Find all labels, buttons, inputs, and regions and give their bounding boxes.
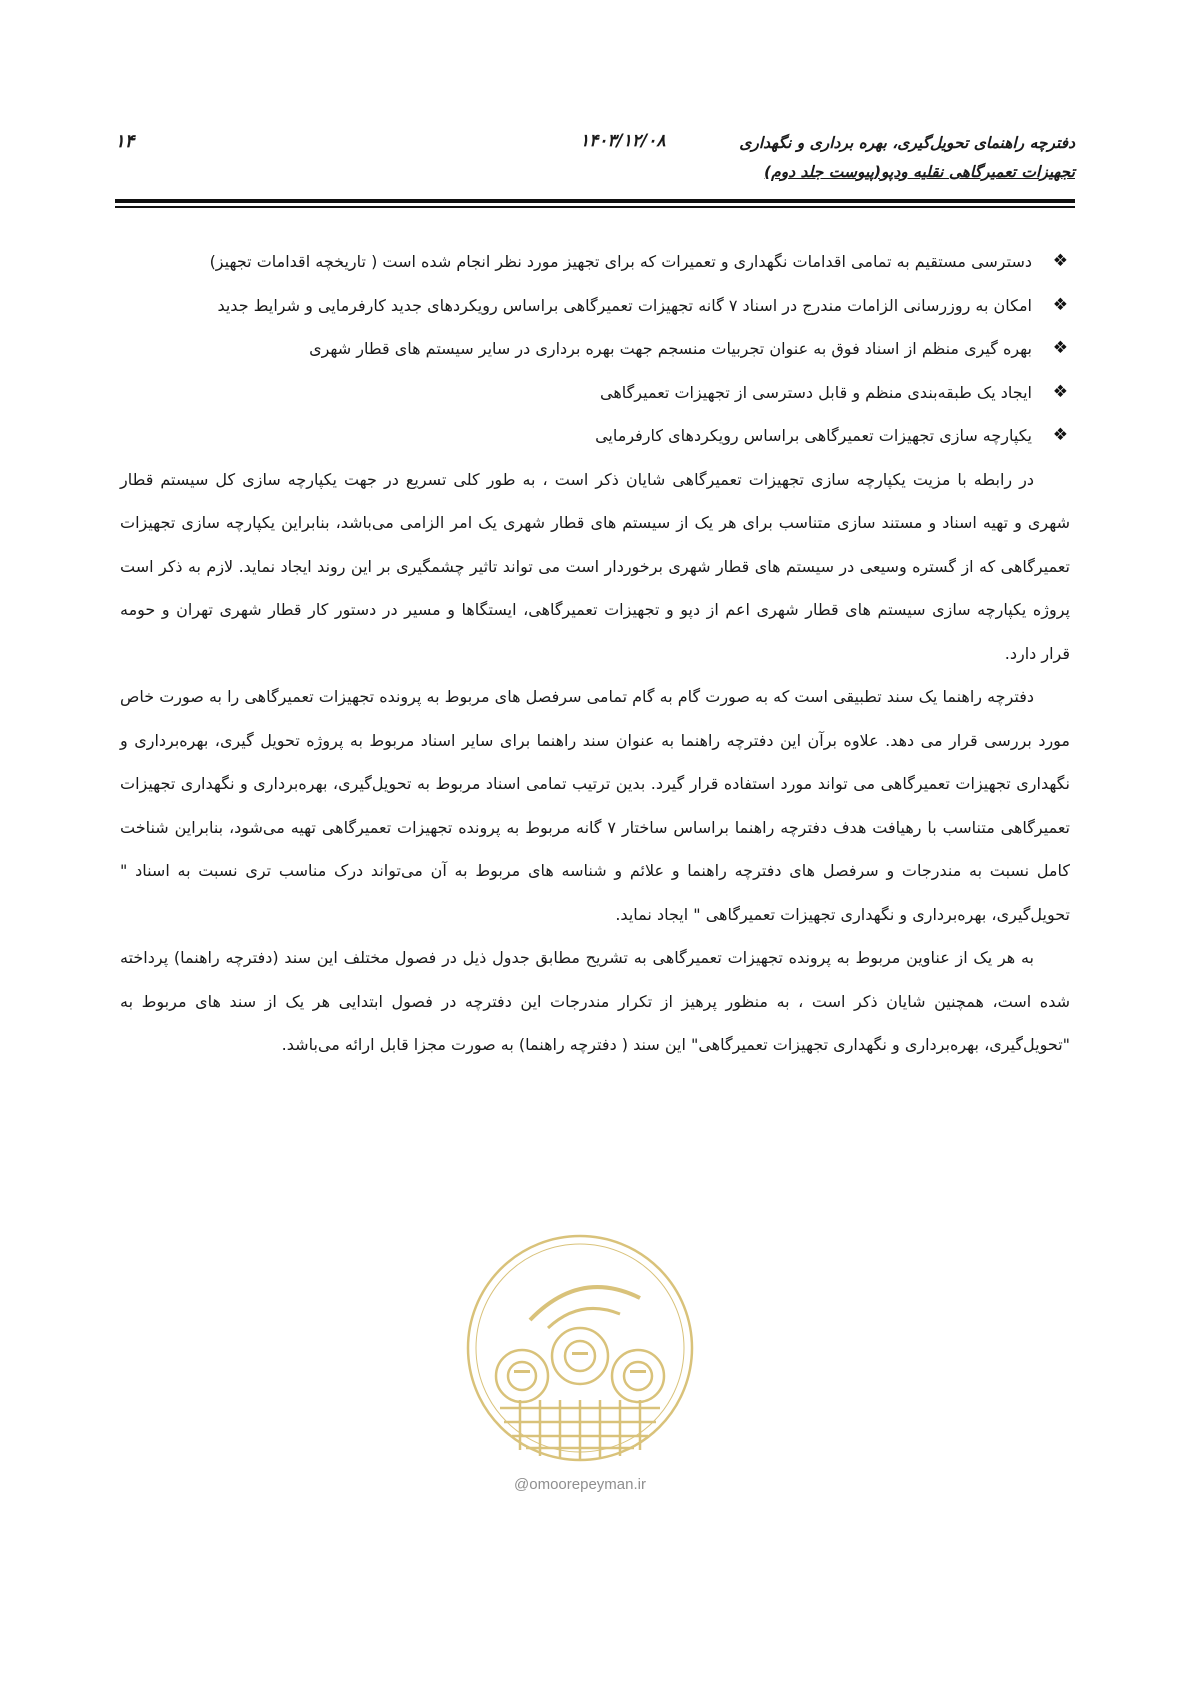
header-rule-thick	[115, 199, 1075, 203]
diamond-bullet-icon: ❖	[1052, 338, 1068, 358]
header-title-line2: تجهیزات تعمیرگاهی نقلیه ودپو(پیوست جلد دوم)	[764, 163, 1075, 181]
diamond-bullet-icon: ❖	[1052, 381, 1068, 402]
header-date: ۱۴۰۳/۱۲/۰۸	[580, 131, 666, 151]
page-header	[115, 125, 1075, 195]
watermark-seal	[460, 1228, 700, 1498]
list-item-text: ایجاد یک طبقه‌بندی منظم و قابل دسترسی از تجهیزات تعمیرگاهی	[600, 382, 1032, 402]
body-paragraph: در رابطه با مزیت یکپارچه سازی تجهیزات تعمیرگاهی شایان ذکر است ، به طور کلی تسریع در جهت یکپارچه سازی کل سیستم قطار شهری و تهیه اسناد و مستند سازی متناسب برای هر یک از سیستم های قطار شهری یک امر الزامی می‌باشد، بنابراین یکپارچه سازی تجهیزات تعمیرگاهی که از گستره وسیعی در سیستم های قطار شهری برخوردار است می تواند تاثیر چشمگیری بر این روند ایجاد نماید. لازم به ذکر است پروژه یکپارچه سازی سیستم های قطار شهری اعم از دپو و تجهیزات تعمیرگاهی، ایستگاها و مسیر در دستور کار قطار شهری تهران و حومه قرار دارد.	[120, 469, 1070, 663]
list-item-text: بهره گیری منظم از اسناد فوق به عنوان تجربیات منسجم جهت بهره برداری در سایر سیستم های قطار شهری	[309, 339, 1032, 358]
body-paragraph: به هر یک از عناوین مربوط به پرونده تجهیزات تعمیرگاهی به تشریح مطابق جدول ذیل در فصول مختلف این سند (دفترچه راهنما) پرداخته شده است، همچنین شایان ذکر است ، به منظور پرهیز از تکرار مندرجات این دفترچه در فصول ابتدایی هر یک از سند های مربوط به "تحویل‌گیری، بهره‌برداری و نگهداری تجهیزات تعمیرگاهی" این سند ( دفترچه راهنما) به صورت مجزا قابل ارائه می‌باشد.	[120, 948, 1070, 1054]
diamond-bullet-icon: ❖	[1052, 294, 1068, 315]
page-number: ۱۴	[115, 131, 135, 152]
list-item	[120, 240, 1070, 284]
watermark-url: @omoorepeyman.ir	[514, 1476, 646, 1493]
header-rule-thin	[115, 206, 1075, 208]
body-paragraph: دفترچه راهنما یک سند تطبیقی است که به صورت گام به گام تمامی سرفصل های مربوط به پرونده تجهیزات تعمیرگاهی را به صورت خاص مورد بررسی قرار می دهد. علاوه برآن این دفترچه راهنما به عنوان سند راهنما برای سایر اسناد مربوط به پروژه تحویل گیری، بهره‌برداری و نگهداری تجهیزات تعمیرگاهی می تواند مورد استفاده قرار گیرد. بدین ترتیب تمامی اسناد مربوط به تحویل‌گیری، بهره‌برداری و نگهداری تجهیزات تعمیرگاهی متناسب با رهیافت هدف دفترچه راهنما براساس ساختار ۷ گانه مربوط به پرونده تجهیزات تعمیرگاهی تهیه می‌شود، بنابراین شناخت کامل نسبت به مندرجات و سرفصل های دفترچه راهنما و علائم و شناسه های مربوط به آن می‌تواند درک مناسب تری نسبت به اسناد " تحویل‌گیری، بهره‌برداری و نگهداری تجهیزات تعمیرگاهی " ایجاد نماید.	[120, 687, 1070, 924]
list-item-text: دسترسی مستقیم به تمامی اقدامات نگهداری و تعمیرات که برای تجهیز مورد نظر انجام شده است ( تاریخچه اقدامات تجهیز)	[209, 252, 1032, 271]
list-item	[120, 414, 1070, 458]
diamond-bullet-icon: ❖	[1052, 425, 1068, 445]
list-item	[120, 327, 1070, 371]
diamond-bullet-icon: ❖	[1052, 251, 1068, 271]
list-item-text: یکپارچه سازی تجهیزات تعمیرگاهی براساس رویکردهای کارفرمایی	[595, 426, 1032, 445]
seal-logo-icon	[460, 1228, 700, 1468]
list-item-text: امکان به روزرسانی الزامات مندرج در اسناد ۷ گانه تجهیزات تعمیرگاهی براساس رویکردهای جدید کارفرمایی و شرایط جدید	[217, 295, 1032, 315]
list-item	[120, 284, 1070, 328]
bullet-list	[120, 240, 1070, 458]
document-body	[120, 240, 1070, 1067]
list-item	[120, 371, 1070, 415]
header-title	[739, 129, 1075, 187]
header-title-line1: دفترچه راهنمای تحویل‌گیری، بهره برداری و نگهداری	[739, 134, 1075, 152]
